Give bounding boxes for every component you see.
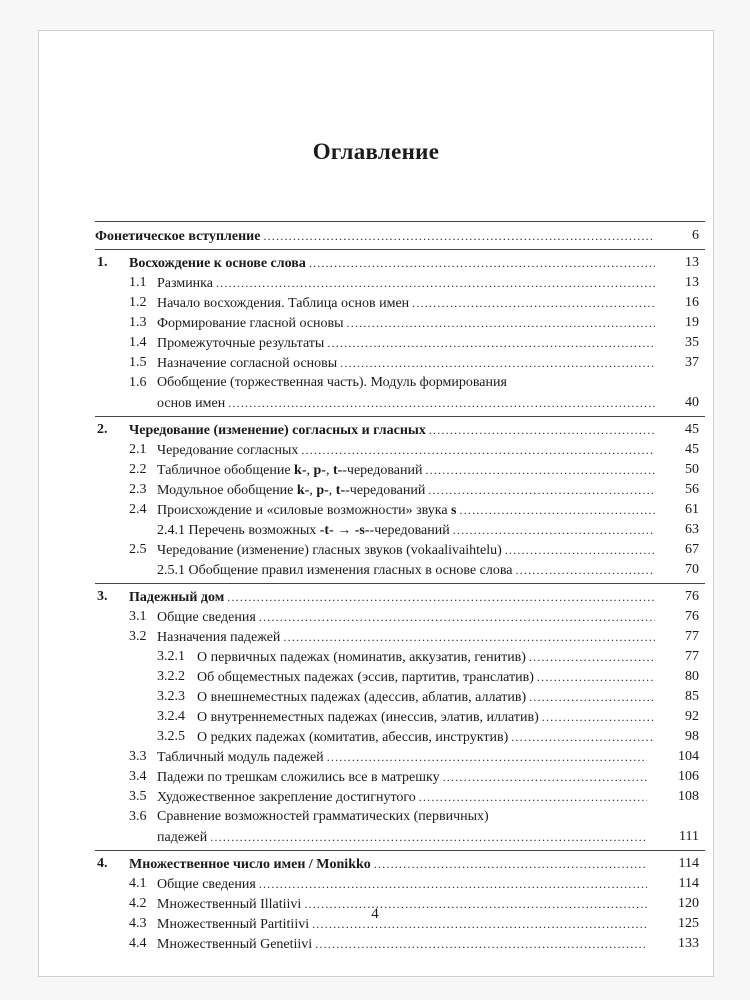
- toc-page: 37: [685, 355, 699, 370]
- leader-dots: [529, 687, 655, 707]
- toc-page: 40: [685, 395, 699, 410]
- leader-dots: [374, 854, 647, 874]
- toc-page: 16: [685, 295, 699, 310]
- toc-number: 3.6: [129, 809, 147, 824]
- toc-number: 2.3: [129, 482, 147, 497]
- toc-page: 120: [678, 896, 699, 911]
- leader-dots: [511, 727, 655, 747]
- toc-page: 67: [685, 542, 699, 557]
- toc-page: 45: [685, 442, 699, 457]
- toc-number: 3.1: [129, 609, 147, 624]
- toc-page: 92: [685, 709, 699, 724]
- toc-number: 4.4: [129, 936, 147, 951]
- leader-dots: [537, 667, 655, 687]
- toc-entry-2-3[interactable]: [39, 480, 711, 500]
- toc-page: 77: [685, 649, 699, 664]
- leader-dots: [542, 707, 655, 727]
- toc-page: 45: [685, 422, 699, 437]
- toc-page: 50: [685, 462, 699, 477]
- toc-label: Общие сведения: [157, 610, 256, 625]
- toc-entry-1-5[interactable]: [39, 353, 711, 373]
- toc-entry-4-1[interactable]: [39, 874, 711, 894]
- toc-entry-3-2-1[interactable]: [39, 647, 711, 667]
- toc-number: 3.2.1: [157, 649, 185, 664]
- leader-dots: [428, 480, 655, 500]
- page-title: Оглавление: [312, 139, 440, 164]
- leader-dots: [515, 560, 655, 580]
- toc-entry-3-2[interactable]: [39, 627, 711, 647]
- toc-entry-2-4-1[interactable]: [39, 520, 711, 540]
- toc-label: падежей: [157, 830, 208, 845]
- toc-entry-1-6-line1[interactable]: [39, 373, 711, 393]
- toc-number: 1.2: [129, 295, 147, 310]
- toc-page: 61: [685, 502, 699, 517]
- toc-entry-section-1[interactable]: [39, 253, 711, 273]
- toc-number: 1.1: [129, 275, 147, 290]
- toc-entry-2-5[interactable]: [39, 540, 711, 560]
- toc-label: Назначение согласной основы: [157, 356, 338, 371]
- toc-label: Обобщение (торжественная часть). Модуль формирования: [157, 375, 507, 390]
- toc-entry-section-4[interactable]: [39, 854, 711, 874]
- toc-label: Об общеместных падежах (эссив, партитив, транслатив): [197, 670, 534, 685]
- toc-number: 3.2.3: [157, 689, 185, 704]
- toc-page: 85: [685, 689, 699, 704]
- toc-entry-3-3[interactable]: [39, 747, 711, 767]
- toc-label: Формирование гласной основы: [157, 316, 344, 331]
- toc-label: Чередование (изменение) гласных звуков (vokaalivaihtelu): [157, 543, 502, 558]
- leader-dots: [309, 253, 655, 273]
- toc-label: О редких падежах (комитатив, абессив, инструктив): [197, 730, 509, 745]
- toc-number: 4.3: [129, 916, 147, 931]
- toc-label: Сравнение возможностей грамматических (первичных): [157, 809, 489, 824]
- toc-page: 63: [685, 522, 699, 537]
- leader-dots: [419, 787, 647, 807]
- document-page: [38, 30, 714, 977]
- toc-page: 114: [678, 856, 699, 871]
- toc-entry-3-4[interactable]: [39, 767, 711, 787]
- toc-entry-3-6-line1[interactable]: [39, 807, 711, 827]
- toc-page: 104: [678, 749, 699, 764]
- toc-label: основ имен: [157, 396, 226, 411]
- leader-dots: [327, 747, 647, 767]
- toc-label: Модульное обобщение k-, p-, t--чередований: [157, 483, 426, 498]
- toc-label: Общие сведения: [157, 877, 256, 892]
- toc-number: 1.4: [129, 335, 147, 350]
- toc-number: 4.: [97, 856, 108, 871]
- toc-entry-2-2[interactable]: [39, 460, 711, 480]
- toc-entry-1-6-line2[interactable]: [39, 393, 711, 413]
- toc-page: 98: [685, 729, 699, 744]
- toc-page: 70: [685, 562, 699, 577]
- toc-entry-3-2-3[interactable]: [39, 687, 711, 707]
- toc-entry-1-2[interactable]: [39, 293, 711, 313]
- leader-dots: [443, 767, 647, 787]
- toc-entry-2-4[interactable]: [39, 500, 711, 520]
- toc-page: 108: [678, 789, 699, 804]
- toc-page: 80: [685, 669, 699, 684]
- toc-number: 2.4: [129, 502, 147, 517]
- toc-number: 3.4: [129, 769, 147, 784]
- toc-label: Множественный Genetiivi: [157, 937, 313, 952]
- toc-label: Чередование согласных: [157, 443, 299, 458]
- leader-dots: [216, 273, 655, 293]
- leader-dots: [259, 607, 655, 627]
- toc-label: Табличный модуль падежей: [157, 750, 324, 765]
- toc-page: 35: [685, 335, 699, 350]
- divider: [95, 850, 705, 851]
- leader-dots: [327, 333, 655, 353]
- toc-label: Фонетическое вступление: [95, 229, 261, 244]
- leader-dots: [315, 934, 647, 954]
- toc-number: 2.5: [129, 542, 147, 557]
- toc-entry-3-5[interactable]: [39, 787, 711, 807]
- leader-dots: [347, 313, 655, 333]
- divider: [95, 249, 705, 250]
- toc-number: 2.1: [129, 442, 147, 457]
- toc-entry-3-2-4[interactable]: [39, 707, 711, 727]
- leader-dots: [425, 460, 655, 480]
- toc-label: Промежуточные результаты: [157, 336, 325, 351]
- leader-dots: [263, 226, 655, 246]
- toc-number: 2.2: [129, 462, 147, 477]
- leader-dots: [301, 440, 655, 460]
- divider: [95, 583, 705, 584]
- toc-number: 2.: [97, 422, 108, 437]
- leader-dots: [228, 393, 655, 413]
- toc-label: Множественный Partitiivi: [157, 917, 310, 932]
- toc-page: 111: [679, 829, 699, 844]
- toc-page: 6: [692, 228, 699, 243]
- toc-label: Разминка: [157, 276, 213, 291]
- toc-label: Падежный дом: [129, 590, 225, 605]
- toc-entry-1-3[interactable]: [39, 313, 711, 333]
- toc-page: 133: [678, 936, 699, 951]
- toc-entry-3-6-line2[interactable]: [39, 827, 711, 847]
- toc-page: 13: [685, 255, 699, 270]
- page-number: 4: [371, 906, 379, 922]
- toc-number: 4.1: [129, 876, 147, 891]
- toc-page: 76: [685, 609, 699, 624]
- leader-dots: [529, 647, 655, 667]
- toc-label: 2.5.1 Обобщение правил изменения гласных в основе слова: [157, 563, 513, 578]
- toc-entry-section-2[interactable]: [39, 420, 711, 440]
- toc-page: 19: [685, 315, 699, 330]
- toc-page: 56: [685, 482, 699, 497]
- toc-page: 106: [678, 769, 699, 784]
- toc-number: 3.: [97, 589, 108, 604]
- leader-dots: [210, 827, 647, 847]
- leader-dots: [453, 520, 655, 540]
- toc-number: 1.6: [129, 375, 147, 390]
- toc-entry-4-4[interactable]: [39, 934, 711, 954]
- toc-label: Происхождение и «силовые возможности» звука s: [157, 503, 457, 518]
- toc-number: 3.2.5: [157, 729, 185, 744]
- toc-label: 2.4.1 Перечень возможных -t- → -s--чередований: [157, 523, 450, 538]
- toc-entry-2-5-1[interactable]: [39, 560, 711, 580]
- toc-number: 3.3: [129, 749, 147, 764]
- toc-entry-1-4[interactable]: [39, 333, 711, 353]
- toc-entry-section-3[interactable]: [39, 587, 711, 607]
- leader-dots: [227, 587, 655, 607]
- toc-number: 1.3: [129, 315, 147, 330]
- toc-number: 3.2: [129, 629, 147, 644]
- divider: [95, 221, 705, 222]
- toc-label: Множественный Illatiivi: [157, 897, 302, 912]
- toc-label: Назначения падежей: [157, 630, 281, 645]
- toc-page: 125: [678, 916, 699, 931]
- leader-dots: [340, 353, 655, 373]
- leader-dots: [505, 540, 655, 560]
- toc-page: 13: [685, 275, 699, 290]
- toc-label: Восхождение к основе слова: [129, 256, 306, 271]
- toc-entry-1-1[interactable]: [39, 273, 711, 293]
- toc-entry-3-2-2[interactable]: [39, 667, 711, 687]
- leader-dots: [429, 420, 655, 440]
- toc-page: 76: [685, 589, 699, 604]
- toc-page: 114: [678, 876, 699, 891]
- toc-number: 3.2.4: [157, 709, 185, 724]
- toc-number: 3.5: [129, 789, 147, 804]
- toc-page: 77: [685, 629, 699, 644]
- divider: [95, 416, 705, 417]
- toc-entry-intro[interactable]: [39, 226, 711, 246]
- toc-entry-2-1[interactable]: [39, 440, 711, 460]
- toc-label: Падежи по трешкам сложились все в матрешку: [157, 770, 440, 785]
- toc-label: Множественное число имен / Monikko: [129, 857, 371, 872]
- toc-label: О внешнеместных падежах (адессив, аблатив, аллатив): [197, 690, 527, 705]
- toc-label: О внутреннеместных падежах (инессив, элатив, иллатив): [197, 710, 539, 725]
- toc-number: 1.5: [129, 355, 147, 370]
- toc-label: Начало восхождения. Таблица основ имен: [157, 296, 410, 311]
- toc-label: Художественное закрепление достигнутого: [157, 790, 416, 805]
- leader-dots: [283, 627, 655, 647]
- toc-number: 4.2: [129, 896, 147, 911]
- leader-dots: [460, 500, 656, 520]
- toc-number: 1.: [97, 255, 108, 270]
- toc-entry-3-1[interactable]: [39, 607, 711, 627]
- leader-dots: [412, 293, 655, 313]
- toc-entry-3-2-5[interactable]: [39, 727, 711, 747]
- toc-label: Чередование (изменение) согласных и гласных: [129, 423, 426, 438]
- toc-label: О первичных падежах (номинатив, аккузатив, генитив): [197, 650, 526, 665]
- leader-dots: [259, 874, 647, 894]
- toc-number: 3.2.2: [157, 669, 185, 684]
- toc-label: Табличное обобщение k-, p-, t--чередований: [157, 463, 423, 478]
